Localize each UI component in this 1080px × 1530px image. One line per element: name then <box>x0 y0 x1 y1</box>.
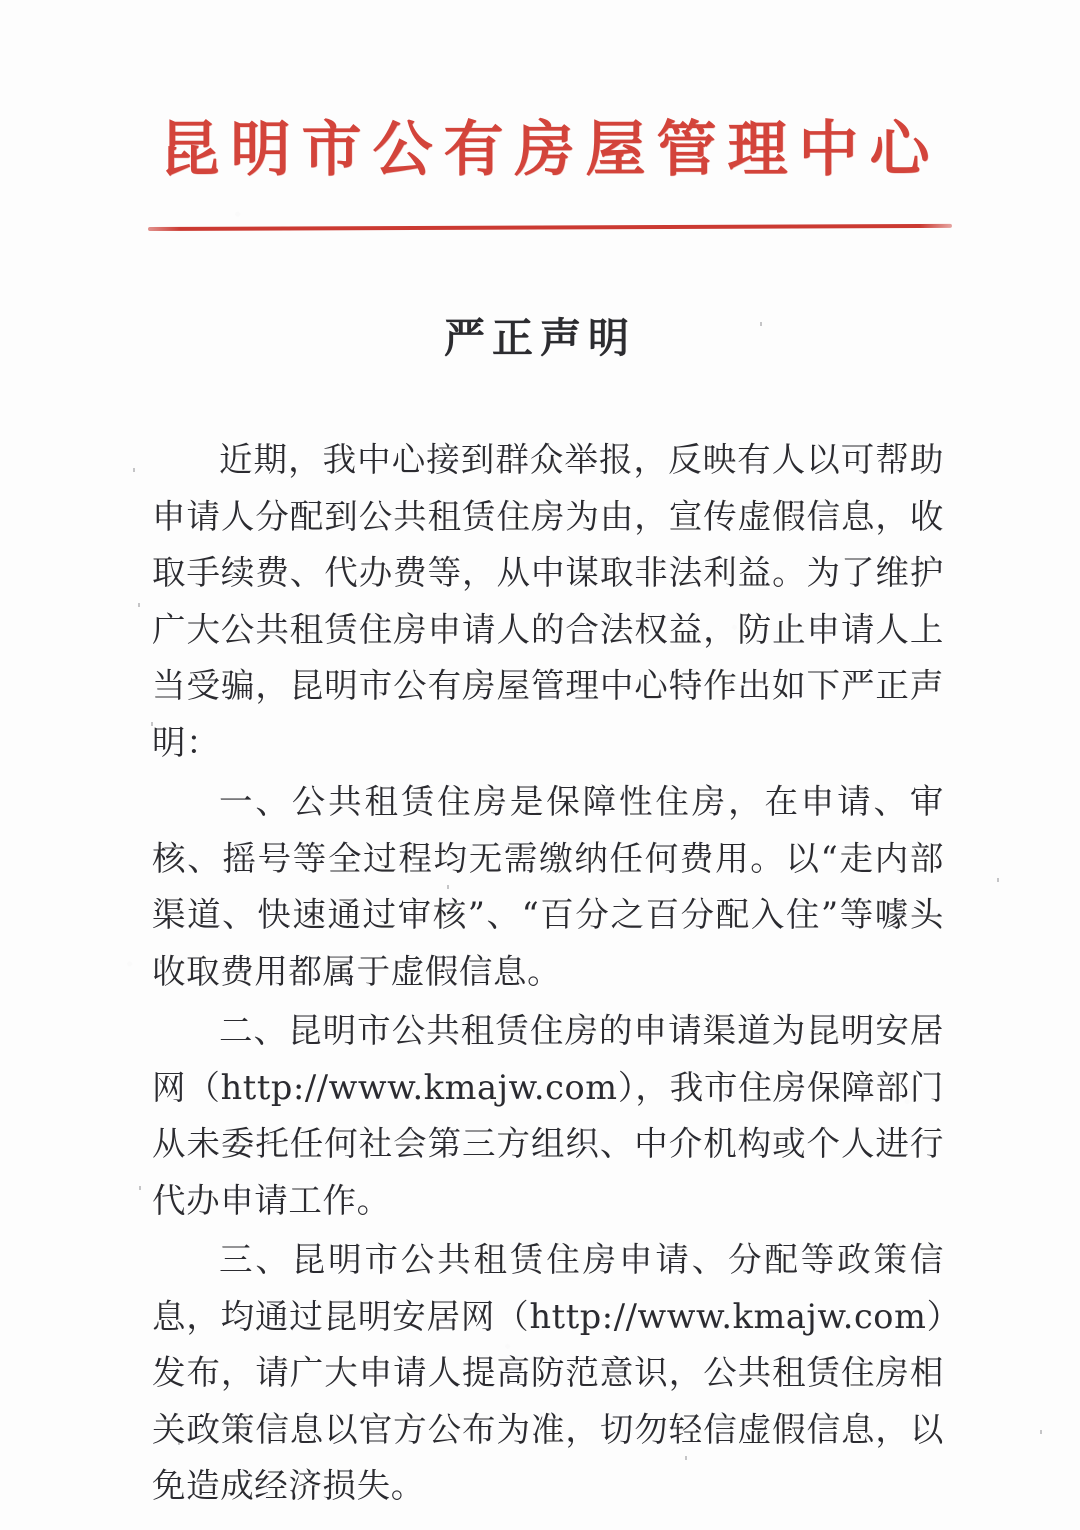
paragraph-item-1: 一、公共租赁住房是保障性住房，在申请、审核、摇号等全过程均无需缴纳任何费用。以“走内部渠道、快速通过审核”、“百分之百分配入住”等噱头收取费用都属于虚假信息。 <box>152 782 944 991</box>
paragraph-item-2: 二、昆明市公共租赁住房的申请渠道为昆明安居网（http://www.kmajw.com），我市住房保障部门从未委托任何社会第三方组织、中介机构或个人进行代办申请工作。 <box>152 1011 944 1220</box>
paragraph-item-3: 三、昆明市公共租赁住房申请、分配等政策信息，均通过昆明安居网（http://www.kmajw.com）发布，请广大申请人提高防范意识，公共租赁住房相关政策信息以官方公布为准，切勿轻信虚假信息，以免造成经济损失。 <box>152 1240 944 1505</box>
paragraph-intro: 近期，我中心接到群众举报，反映有人以可帮助申请人分配到公共租赁住房为由，宣传虚假信息，收取手续费、代办费等，从中谋取非法利益。为了维护广大公共租赁住房申请人的合法权益，防止申请人上当受骗，昆明市公有房屋管理中心特作出如下严正声明： <box>152 440 944 762</box>
letterhead <box>148 115 952 231</box>
organization-name: 昆明市公有房屋管理中心 <box>159 115 941 185</box>
document-body <box>152 432 944 1515</box>
letterhead-divider <box>148 224 952 231</box>
document-title: 严正声明 <box>444 314 636 362</box>
